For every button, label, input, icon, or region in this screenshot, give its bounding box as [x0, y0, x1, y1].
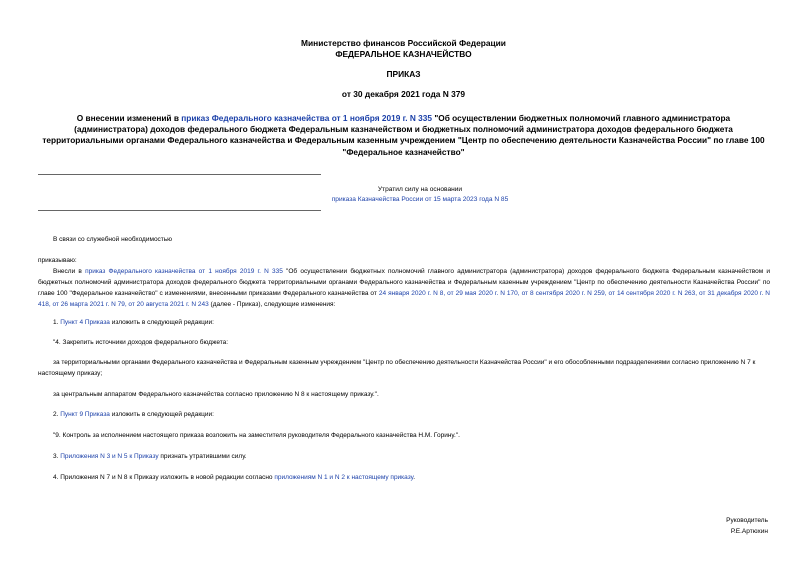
- ministry-name: Министерство финансов Российской Федерации: [301, 38, 506, 48]
- quote-point-9: "9. Контроль за исполнением настоящего приказа возложить на заместителя руководителя Федерального казначейства Н.М. Горину.".: [53, 432, 460, 439]
- document-title: [40, 113, 767, 158]
- item-2-text: изложить в следующей редакции:: [109, 411, 214, 418]
- item-2-link[interactable]: Пункт 9 Приказа: [60, 411, 110, 418]
- agency-name: ФЕДЕРАЛЬНОЕ КАЗНАЧЕЙСТВО: [335, 49, 472, 59]
- title-prefix: О внесении изменений в: [76, 113, 182, 123]
- quote-point-4-a: за территориальными органами Федерального казначейства и Федеральным казенным учреждением "Центр по обеспечению деятельности Казначейства России" и его обособленными подразделениями согласно приложению N 7 к настоящему приказу;: [38, 359, 756, 377]
- item-3-link[interactable]: Приложения N 3 и N 5 к Приказу: [60, 453, 159, 460]
- main-text: "Об осуществлении бюджетных полномочий главного администратора (администратора) доходов федерального бюджета Федеральным казначейством и бюджетных полномочий администратора доходов федерального бюджета территориальными органами Федерального казначейства и Федеральным казенным учреждением "Центр по обеспечению деятельности Казначейства России" по главе 100 "Федеральное казначейство" с изменениями, внесенными приказами Федерального казначейства от: [38, 268, 771, 297]
- divider-top: [38, 174, 321, 175]
- item-1-text: изложить в следующей редакции:: [109, 319, 214, 326]
- title-order-link[interactable]: приказ Федерального казначейства от 1 ноября 2019 г. N 335: [181, 113, 433, 123]
- main-paragraph: [38, 266, 770, 310]
- main-order-link[interactable]: приказ Федерального казначейства от 1 ноября 2019 г. N 335: [85, 268, 283, 275]
- item-4: [53, 472, 415, 483]
- status-note-link[interactable]: приказа Казначейства России от 15 марта 2023 года N 85: [331, 196, 509, 203]
- order-word: приказываю:: [38, 257, 77, 264]
- item-4-text: 4. Приложения N 7 и N 8 к Приказу изложить в новой редакции согласно: [53, 474, 275, 481]
- item-2-number: 2.: [53, 411, 61, 418]
- title-rest: "Об осуществлении бюджетных полномочий главного администратора (администратора) доходов федерального бюджета Федеральным казначейством и бюджетных полномочий администратора доходов федерального бюджета территориальными органами Федерального казначейства и Федеральным казенным учреждением "Центр по обеспечению деятельности Казначейства России" по главе 100 "Федеральное казначейство": [42, 113, 765, 157]
- item-4-end: .: [413, 474, 416, 481]
- quote-point-4-b: за центральным аппаратом Федерального казначейства согласно приложению N 8 к настоящему приказу.".: [53, 391, 379, 398]
- item-3-text: признать утратившими силу.: [158, 453, 247, 460]
- document-type: ПРИКАЗ: [386, 69, 421, 79]
- quote-point-4: "4. Закрепить источники доходов федерального бюджета:: [53, 339, 229, 346]
- item-1: [53, 317, 214, 328]
- divider-bottom: [38, 210, 321, 211]
- document-date-number: от 30 декабря 2021 года N 379: [341, 89, 466, 99]
- amendment-dates-link[interactable]: 24 января 2020 г. N 8, от 29 мая 2020 г. N 170, от 8 сентября 2020 г. N 259, от 14 сентября 2020 г. N 263, от 31 декабря 2020 г. N 418, от 26 марта 2021 г. N 79, от 20 августа 2021 г. N 243: [38, 290, 770, 308]
- item-1-link[interactable]: Пункт 4 Приказа: [60, 319, 110, 326]
- item-1-number: 1.: [53, 319, 61, 326]
- status-note: [300, 185, 540, 205]
- item-2: [53, 409, 214, 420]
- main-text-end: (далее - Приказ), следующие изменения:: [208, 301, 336, 308]
- signature-name: Р.Е.Артюхин: [730, 528, 768, 535]
- intro-paragraph: В связи со служебной необходимостью: [53, 236, 173, 243]
- item-4-link[interactable]: приложениям N 1 и N 2 к настоящему приказу: [274, 474, 414, 481]
- item-3-number: 3.: [53, 453, 61, 460]
- item-3: [53, 451, 247, 462]
- main-prefix: Внесли в: [53, 268, 86, 275]
- signature-role: Руководитель: [726, 517, 768, 524]
- status-note-text: Утратил силу на основании: [377, 186, 463, 193]
